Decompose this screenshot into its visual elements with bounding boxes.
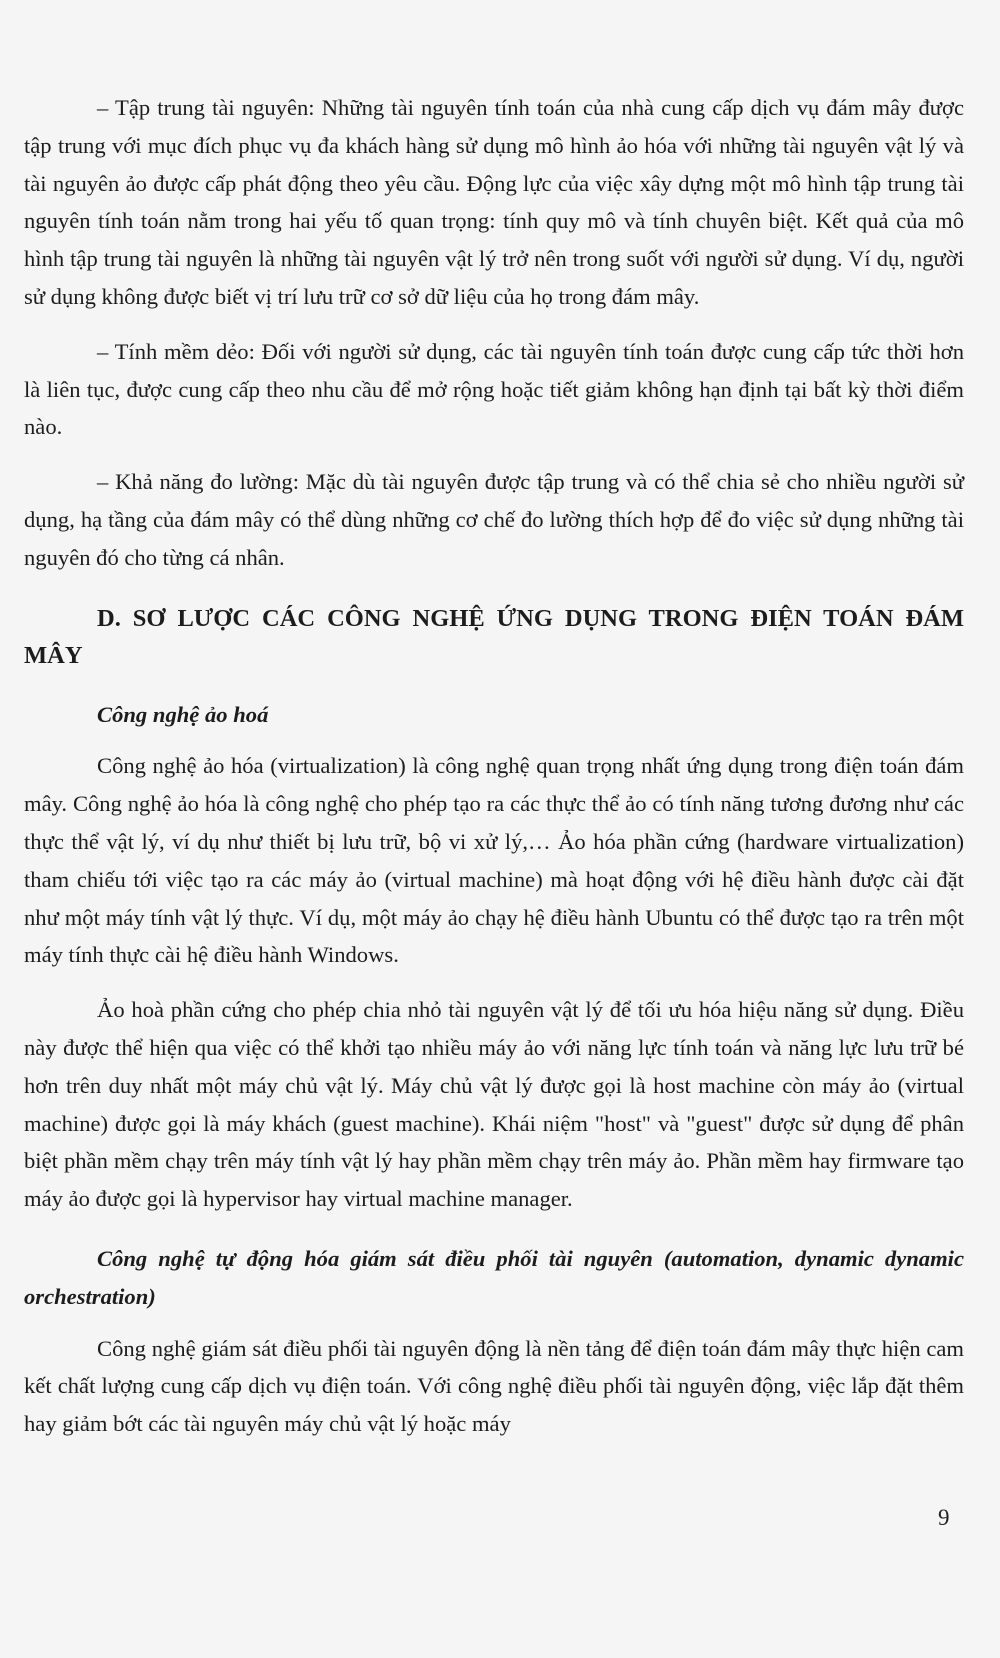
paragraph-virtualization-1: Công nghệ ảo hóa (virtualization) là công nghệ quan trọng nhất ứng dụng trong điện toán đám mây. Công nghệ ảo hóa là công nghệ cho phép tạo ra các thực thể ảo có tính năng tương đương như các thực thể vật lý, ví dụ như thiết bị lưu trữ, bộ vi xử lý,… Ảo hóa phần cứng (hardware virtualization) tham chiếu tới việc tạo ra các máy ảo (virtual machine) mà hoạt động với hệ điều hành được cài đặt như một máy tính vật lý thực. Ví dụ, một máy ảo chạy hệ điều hành Ubuntu có thể được tạo ra trên một máy tính thực cài hệ điều hành Windows. [24, 753, 964, 968]
page-body [24, 89, 964, 1443]
section-heading: D. SƠ LƯỢC CÁC CÔNG NGHỆ ỨNG DỤNG TRONG ĐIỆN TOÁN ĐÁM MÂY [24, 604, 964, 669]
paragraph-elasticity: – Tính mềm dẻo: Đối với người sử dụng, các tài nguyên tính toán được cung cấp tức thời hơn là liên tục, được cung cấp theo nhu cầu để mở rộng hoặc tiết giảm không hạn định tại bất kỳ thời điểm nào. [24, 338, 964, 440]
paragraph-measured-service: – Khả năng đo lường: Mặc dù tài nguyên được tập trung và có thể chia sẻ cho nhiều người sử dụng, hạ tầng của đám mây có thể dùng những cơ chế đo lường thích hợp để đo việc sử dụng những tài nguyên đó cho từng cá nhân. [24, 469, 964, 570]
orchestration-heading: Công nghệ tự động hóa giám sát điều phối tài nguyên (automation, dynamic dynamic orchestration) [24, 1245, 964, 1309]
paragraph-virtualization-2: Ảo hoà phần cứng cho phép chia nhỏ tài nguyên vật lý để tối ưu hóa hiệu năng sử dụng. Điều này được thể hiện qua việc có thể khởi tạo nhiều máy ảo với năng lực tính toán và năng lực lưu trữ bé hơn trên duy nhất một máy chủ vật lý. Máy chủ vật lý được gọi là host machine còn máy ảo (virtual machine) được gọi là máy khách (guest machine). Khái niệm "host" và "guest" được sử dụng để phân biệt phần mềm chạy trên máy tính vật lý hay phần mềm chạy trên máy ảo. Phần mềm hay firmware tạo máy ảo được gọi là hypervisor hay virtual machine manager. [24, 997, 964, 1212]
virtualization-heading: Công nghệ ảo hoá [97, 701, 269, 727]
page-number: 9 [938, 1505, 950, 1530]
paragraph-orchestration-1: Công nghệ giám sát điều phối tài nguyên động là nền tảng để điện toán đám mây thực hiện cam kết chất lượng cung cấp dịch vụ điện toán. Với công nghệ điều phối tài nguyên động, việc lắp đặt thêm hay giảm bớt các tài nguyên máy chủ vật lý hoặc máy [24, 1335, 964, 1437]
paragraph-resource-pooling: – Tập trung tài nguyên: Những tài nguyên tính toán của nhà cung cấp dịch vụ đám mây được tập trung với mục đích phục vụ đa khách hàng sử dụng mô hình ảo hóa với những tài nguyên vật lý và tài nguyên ảo được cấp phát động theo yêu cầu. Động lực của việc xây dựng một mô hình tập trung tài nguyên tính toán nằm trong hai yếu tố quan trọng: tính quy mô và tính chuyên biệt. Kết quả của mô hình tập trung tài nguyên là những tài nguyên vật lý trở nên trong suốt với người sử dụng. Ví dụ, người sử dụng không được biết vị trí lưu trữ cơ sở dữ liệu của họ trong đám mây. [24, 95, 964, 309]
